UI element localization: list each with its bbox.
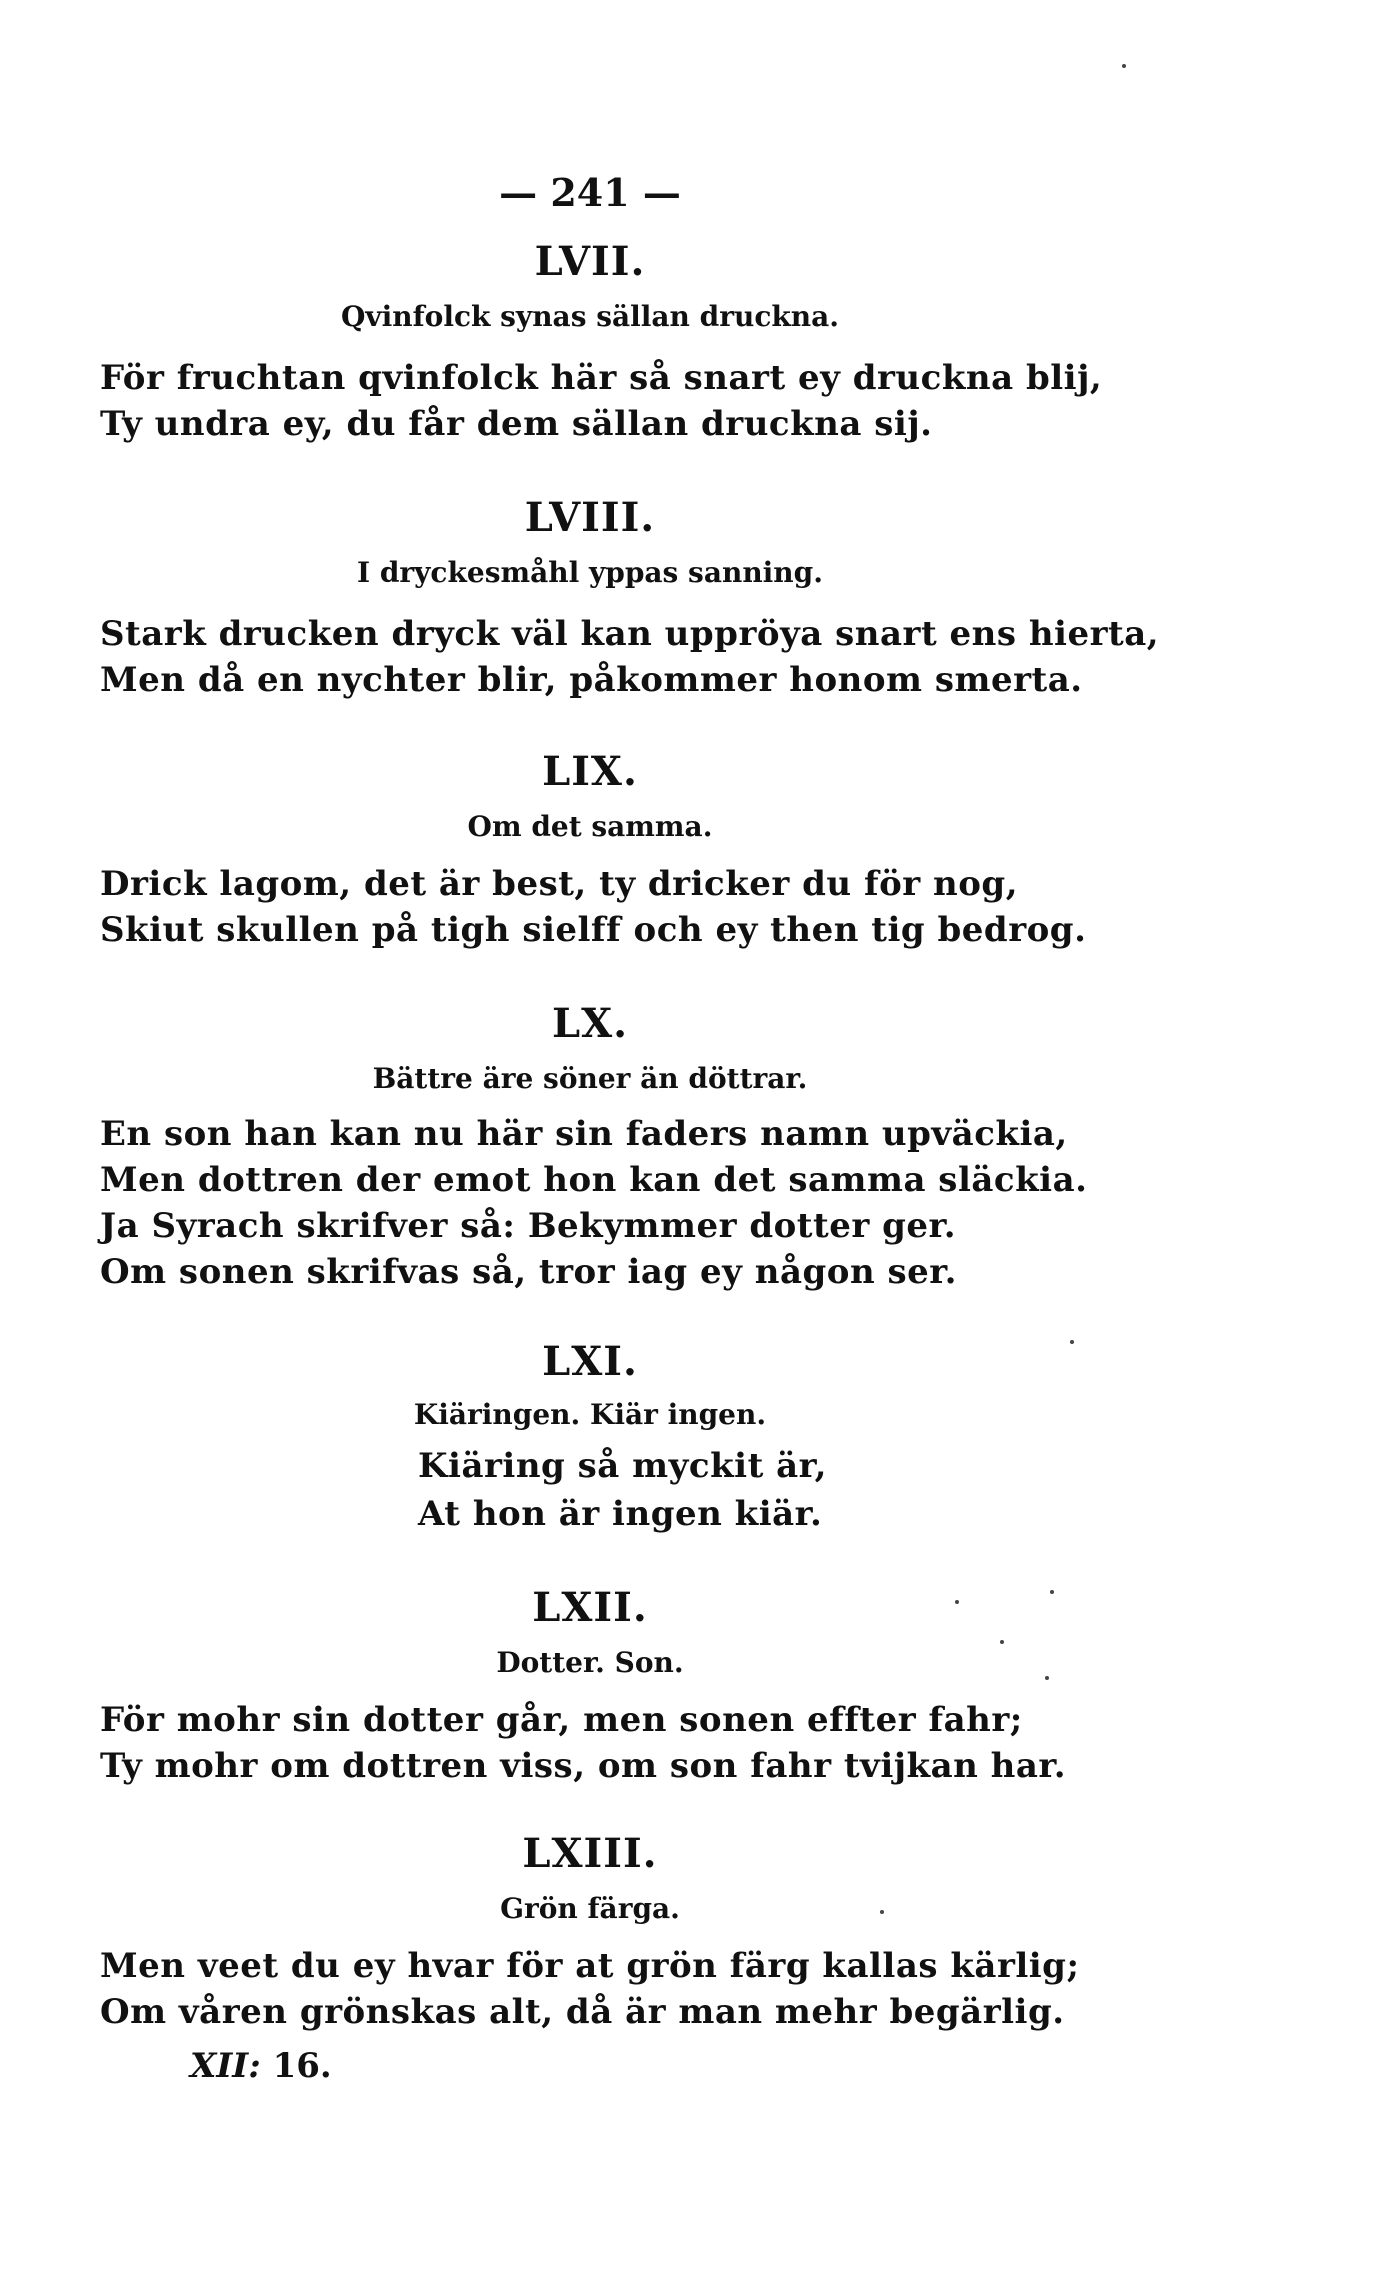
verse-line: Men dottren der emot hon kan det samma släckia. <box>100 1160 1088 1200</box>
verse-line: Ja Syrach skrifver så: Bekymmer dotter ger. <box>100 1206 957 1246</box>
verse-line: Ty undra ey, du får dem sällan druckna sij. <box>100 404 933 444</box>
verse-line: Men då en nychter blir, påkommer honom smerta. <box>100 660 1083 700</box>
reference-verse: 16. <box>272 2046 332 2086</box>
section-heading: Kiäringen. Kiär ingen. <box>413 1398 767 1431</box>
section-numeral: LXI. <box>542 1338 638 1385</box>
section-heading: Dotter. Son. <box>496 1646 684 1679</box>
section-heading: Qvinfolck synas sällan druckna. <box>340 300 840 333</box>
scan-speck <box>1000 1640 1004 1644</box>
page-number: — 241 — <box>499 170 681 215</box>
section-numeral: LX. <box>551 1000 629 1047</box>
section-numeral: LXIII. <box>522 1830 658 1877</box>
verse-line: Skiut skullen på tigh sielff och ey then tig bedrog. <box>100 910 1087 950</box>
section-numeral: LVIII. <box>524 494 656 541</box>
verse-line: Kiäring så myckit är, <box>418 1446 827 1486</box>
verse-line: Drick lagom, det är best, ty dricker du för nog, <box>100 864 1019 904</box>
scan-speck <box>955 1600 959 1604</box>
scan-speck <box>1045 1676 1049 1680</box>
scan-speck <box>1070 1340 1074 1344</box>
section-heading: I dryckesmåhl yppas sanning. <box>356 556 823 589</box>
verse-line: För mohr sin dotter går, men sonen effter fahr; <box>100 1700 1023 1740</box>
verse-line: Om våren grönskas alt, då är man mehr begärlig. <box>100 1992 1065 2032</box>
verse-line: Men veet du ey hvar för at grön färg kallas kärlig; <box>100 1946 1080 1986</box>
verse-line: At hon är ingen kiär. <box>418 1494 823 1534</box>
scripture-reference <box>190 2046 332 2086</box>
verse-line: Om sonen skrifvas så, tror iag ey någon ser. <box>100 1252 957 1292</box>
section-heading: Om det samma. <box>467 810 713 843</box>
scan-speck <box>1122 64 1126 68</box>
verse-line: För fruchtan qvinfolck här så snart ey druckna blij, <box>100 358 1103 398</box>
section-heading: Bättre äre söner än döttrar. <box>372 1062 808 1095</box>
section-numeral: LVII. <box>534 238 646 285</box>
scan-speck <box>880 1910 884 1914</box>
verse-line: Stark drucken dryck väl kan uppröya snart ens hierta, <box>100 614 1160 654</box>
section-numeral: LXII. <box>532 1584 648 1631</box>
scan-speck <box>1050 1590 1054 1594</box>
reference-book: XII: <box>190 2046 261 2086</box>
verse-line: Ty mohr om dottren viss, om son fahr tvijkan har. <box>100 1746 1067 1786</box>
section-heading: Grön färga. <box>500 1892 680 1925</box>
section-numeral: LIX. <box>542 748 638 795</box>
verse-line: En son han kan nu här sin faders namn upväckia, <box>100 1114 1068 1154</box>
